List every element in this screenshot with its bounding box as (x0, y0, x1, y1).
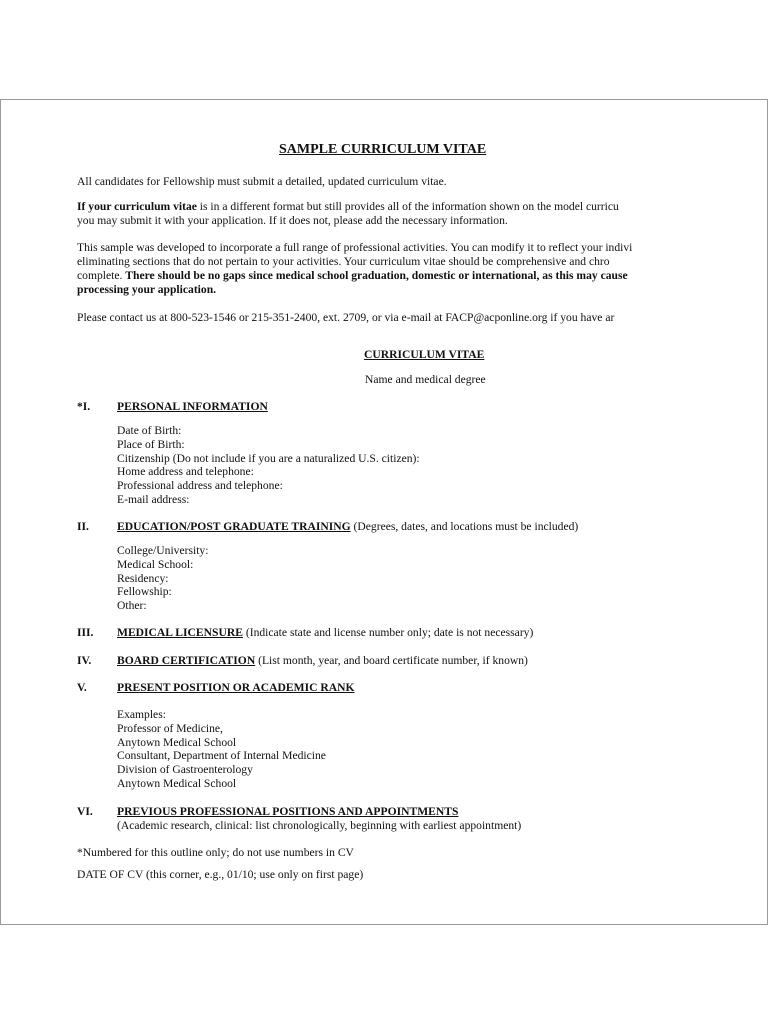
list-item: Professor of Medicine, (117, 721, 223, 735)
section-2-heading (117, 520, 578, 533)
list-item: Date of Birth: (117, 424, 182, 437)
section-6-title: PREVIOUS PROFESSIONAL POSITIONS AND APPOINTMENTS (117, 805, 459, 818)
document-title: SAMPLE CURRICULUM VITAE (279, 142, 487, 157)
contact-text: Please contact us at 800-523-1546 or 215-351-2400, ext. 2709, or via e-mail at FACP@acponline.org if you have ar (77, 311, 615, 324)
cv-heading: CURRICULUM VITAE (364, 348, 485, 361)
section-3-title: MEDICAL LICENSURE (117, 626, 243, 639)
section-5-title: PRESENT POSITION OR ACADEMIC RANK (117, 681, 355, 694)
paragraph-format-line1 (77, 200, 619, 214)
list-item: Examples: (117, 708, 166, 721)
list-item: Consultant, Department of Internal Medicine (117, 749, 326, 763)
section-3-note: (Indicate state and license number only; date is not necessary) (242, 626, 534, 639)
section-5-heading (117, 681, 355, 694)
section-1-heading (117, 400, 268, 413)
list-item: Anytown Medical School (117, 735, 237, 749)
section-6-list (117, 819, 521, 833)
list-item: Place of Birth: (117, 437, 185, 451)
list-item: Medical School: (117, 557, 194, 571)
section-6-heading (117, 805, 458, 818)
list-item: Fellowship: (117, 585, 172, 599)
paragraph-sample-line3 (77, 269, 628, 283)
paragraph-format-lead: If your curriculum vitae (77, 200, 197, 213)
paragraph-sample-plain: complete. (77, 269, 126, 282)
date-note: DATE OF CV (this corner, e.g., 01/10; use only on first page) (77, 868, 364, 881)
paragraph-format-line2: you may submit it with your application. If it does not, please add the necessary information. (77, 214, 508, 227)
section-5-list (117, 708, 326, 791)
cv-subheading: Name and medical degree (365, 373, 486, 386)
paragraph-sample-bold: There should be no gaps since medical school graduation, domestic or international, as this may cause (125, 269, 628, 282)
section-1-list (117, 424, 420, 507)
section-2-note: (Degrees, dates, and locations must be included) (350, 520, 579, 533)
paragraph-sample-line1: This sample was developed to incorporate a full range of professional activities. You can modify it to reflect your indivi (77, 241, 633, 254)
list-item: Home address and telephone: (117, 465, 254, 479)
list-item: College/University: (117, 544, 209, 557)
footnote: *Numbered for this outline only; do not use numbers in CV (77, 846, 354, 859)
document-page (0, 99, 768, 925)
list-item: Other: (117, 599, 147, 613)
section-4-heading (117, 654, 528, 667)
section-3-heading (117, 626, 533, 639)
section-3-number: III. (77, 626, 94, 639)
section-1-number: *I. (77, 400, 91, 413)
list-item: Division of Gastroenterology (117, 763, 253, 777)
list-item: Residency: (117, 571, 169, 585)
section-4-note: (List month, year, and board certificate number, if known) (255, 654, 528, 667)
section-4-number: IV. (77, 654, 92, 667)
paragraph-sample-line4: processing your application. (77, 283, 217, 296)
list-item: Professional address and telephone: (117, 479, 283, 493)
list-item: Anytown Medical School (117, 776, 237, 790)
section-6-number: VI. (77, 805, 93, 818)
section-2-title: EDUCATION/POST GRADUATE TRAINING (117, 520, 351, 533)
list-item: Citizenship (Do not include if you are a naturalized U.S. citizen): (117, 451, 420, 465)
paragraph-format-rest: is in a different format but still provides all of the information shown on the model curricu (196, 200, 619, 213)
section-2-number: II. (77, 520, 89, 533)
section-2-list (117, 544, 208, 613)
section-5-number: V. (77, 681, 87, 694)
section-4-title: BOARD CERTIFICATION (117, 654, 256, 667)
list-item: E-mail address: (117, 492, 190, 506)
section-1-title: PERSONAL INFORMATION (117, 400, 268, 413)
paragraph-sample-line2: eliminating sections that do not pertain to your activities. Your curriculum vitae should be comprehensive and chro (77, 255, 610, 268)
intro-text: All candidates for Fellowship must submit a detailed, updated curriculum vitae. (77, 175, 447, 188)
list-item: (Academic research, clinical: list chronologically, beginning with earliest appointment) (117, 819, 522, 832)
